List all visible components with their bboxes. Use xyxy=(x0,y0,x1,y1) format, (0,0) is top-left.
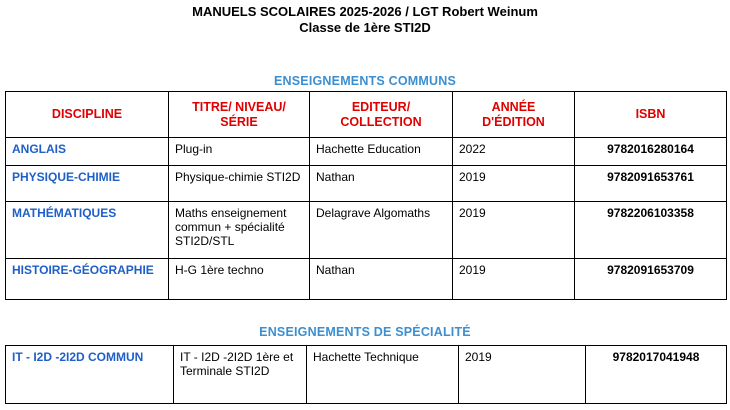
cell-editeur: Hachette Education xyxy=(310,138,453,166)
column-header-annee: ANNÉE D'ÉDITION xyxy=(453,92,575,138)
table-row xyxy=(6,202,727,259)
cell-titre: Physique-chimie STI2D xyxy=(169,166,310,202)
cell-discipline: PHYSIQUE-CHIMIE xyxy=(6,166,169,202)
cell-editeur: Nathan xyxy=(310,166,453,202)
table-row xyxy=(6,138,727,166)
cell-titre: H-G 1ère techno xyxy=(169,259,310,300)
table-header-row xyxy=(6,92,727,138)
cell-isbn: 9782016280164 xyxy=(575,138,727,166)
cell-annee: 2019 xyxy=(453,166,575,202)
cell-annee: 2019 xyxy=(453,202,575,259)
cell-editeur: Nathan xyxy=(310,259,453,300)
column-header-discipline: DISCIPLINE xyxy=(6,92,169,138)
document-title: MANUELS SCOLAIRES 2025-2026 / LGT Robert Weinum xyxy=(192,4,538,19)
cell-discipline: ANGLAIS xyxy=(6,138,169,166)
cell-isbn: 9782206103358 xyxy=(575,202,727,259)
table-row xyxy=(6,346,727,404)
column-header-isbn: ISBN xyxy=(575,92,727,138)
table-row xyxy=(6,259,727,300)
cell-titre: Plug-in xyxy=(169,138,310,166)
cell-discipline: MATHÉMATIQUES xyxy=(6,202,169,259)
cell-isbn: 9782017041948 xyxy=(586,346,727,404)
cell-discipline: IT - I2D -2I2D COMMUN xyxy=(6,346,174,404)
table-enseignements-communs xyxy=(5,91,727,300)
cell-titre: Maths enseignement commun + spécialité STI2D/STL xyxy=(169,202,310,259)
cell-annee: 2019 xyxy=(453,259,575,300)
column-header-editeur: EDITEUR/ COLLECTION xyxy=(310,92,453,138)
section-title-specialite: ENSEIGNEMENTS DE SPÉCIALITÉ xyxy=(259,325,471,339)
cell-isbn: 9782091653709 xyxy=(575,259,727,300)
column-header-titre: TITRE/ NIVEAU/ SÉRIE xyxy=(169,92,310,138)
cell-editeur: Delagrave Algomaths xyxy=(310,202,453,259)
cell-isbn: 9782091653761 xyxy=(575,166,727,202)
cell-annee: 2022 xyxy=(453,138,575,166)
cell-editeur: Hachette Technique xyxy=(307,346,459,404)
table-enseignements-specialite xyxy=(5,345,727,404)
cell-discipline: HISTOIRE-GÉOGRAPHIE xyxy=(6,259,169,300)
cell-annee: 2019 xyxy=(459,346,586,404)
document-subtitle: Classe de 1ère STI2D xyxy=(299,20,431,35)
table-row xyxy=(6,166,727,202)
section-title-communs: ENSEIGNEMENTS COMMUNS xyxy=(274,74,456,88)
cell-titre: IT - I2D -2I2D 1ère et Terminale STI2D xyxy=(174,346,307,404)
